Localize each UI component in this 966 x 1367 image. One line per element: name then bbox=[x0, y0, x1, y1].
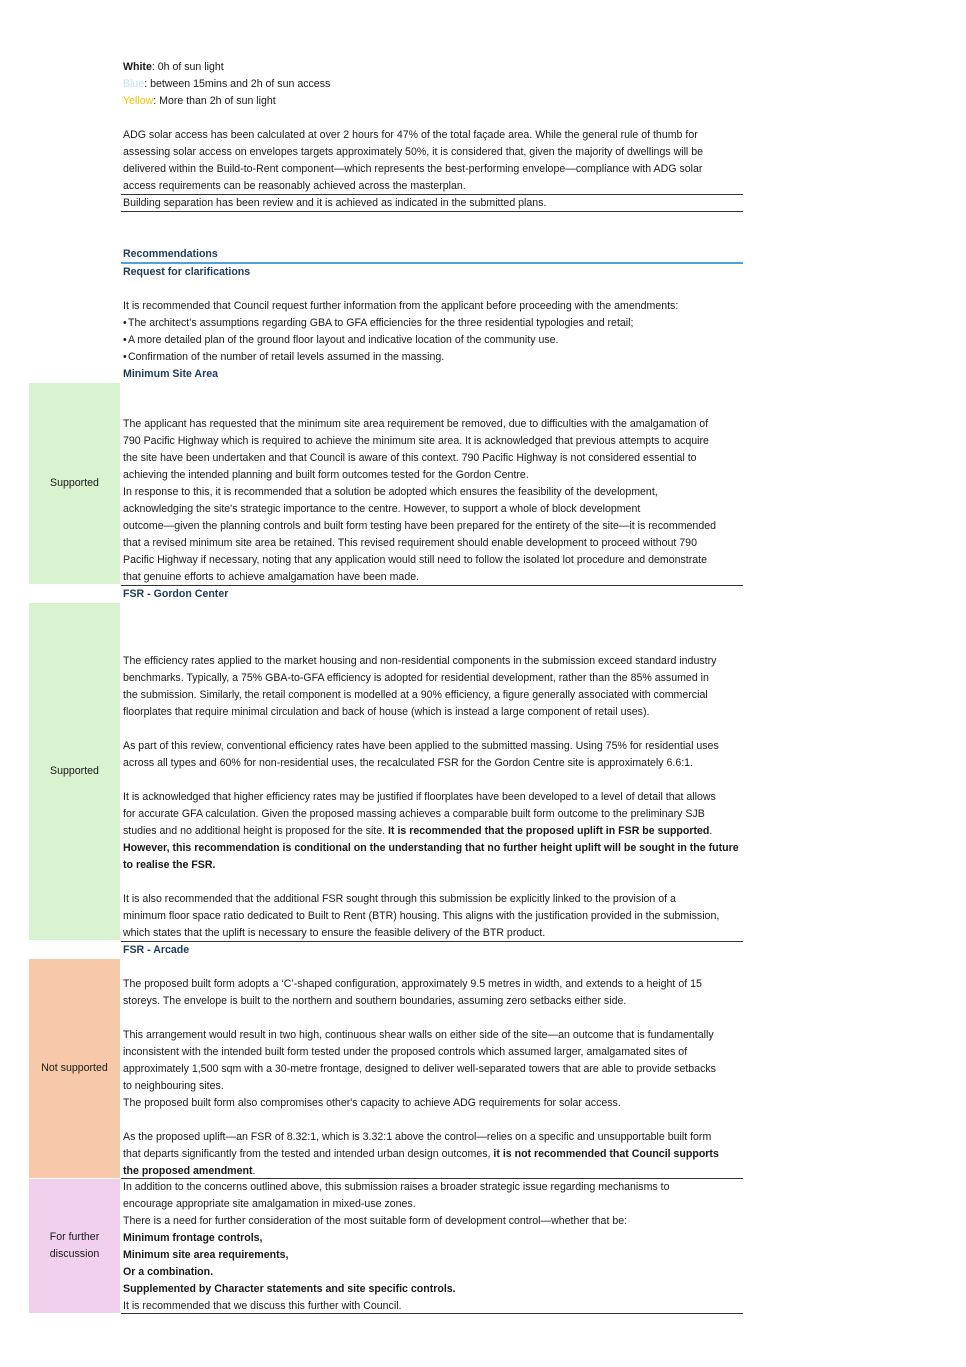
legend-white: White: 0h of sun light bbox=[123, 61, 224, 73]
status-badge: Not supported bbox=[29, 959, 120, 1178]
list-item: • A more detailed plan of the ground floor layout and indicative location of the community use. bbox=[123, 334, 559, 346]
fsr-arcade-paragraph: The proposed built form adopts a ‘C’-shaped configuration, approximately 9.5 metres in width, and extends to a height of 15 storeys. The envelope is built to the northern and southern boundaries, assuming zero setbacks either side. This arrangement would result in two high, continuous shear walls on either side of the site—an outcome that is fundamentally inconsistent with the intended built form tested under the proposed controls which assumed larger, amalgamated sites of approximately 1,500 sqm with a 30-metre frontage, designed to deliver well-separated towers that are able to provide setbacks to neighbouring sites. The proposed built form also compromises other's capacity to achieve ADG requirements for solar access. As the proposed uplift—an FSR of 8.32:1, which is 3.32:1 above the control—relies on a specific and unsupportable built form that departs significantly from the tested and intended urban design outcomes, it is not recommended that Council supports the proposed amendment. bbox=[123, 978, 719, 1177]
divider bbox=[121, 211, 743, 212]
legend-yellow: Yellow: More than 2h of sun light bbox=[123, 95, 276, 107]
status-badge: Supported bbox=[29, 383, 120, 584]
recommendations-heading: Recommendations bbox=[123, 248, 218, 260]
minimum-site-area-paragraph: The applicant has requested that the minimum site area requirement be removed, due to difficulties with the amalgamation of 790 Pacific Highway which is required to achieve the minimum site area. It is acknowledged that previous attempts to acquire the site have been undertaken and that Council is aware of this context. 790 Pacific Highway is not considered essential to achieving the intended planning and built form outcomes tested for the Gordon Centre. In response to this, it is recommended that a solution be adopted which ensures the feasibility of the development, acknowledging the site's strategic importance to the centre. However, to support a whole of block development outcome—given the planning controls and built form testing have been prepared for the entirety of the site—it is recommended that a revised minimum site area be retained. This revised requirement should enable development to proceed without 790 Pacific Highway if necessary, noting that any application would still need to follow the isolated lot procedure and demonstrate that genuine efforts to achieve amalgamation have been made. bbox=[123, 418, 716, 583]
minimum-site-area-heading: Minimum Site Area bbox=[123, 368, 218, 380]
building-separation-text: Building separation has been review and it is achieved as indicated in the submitted plans. bbox=[123, 197, 547, 209]
divider bbox=[121, 1313, 743, 1314]
fsr-gordon-paragraph: The efficiency rates applied to the market housing and non-residential components in the submission exceed standard industry benchmarks. Typically, a 75% GBA-to-GFA efficiency is adopted for residential development, rather than the 85% assumed in the submission. Similarly, the retail component is modelled at a 90% efficiency, a figure generally associated with commercial floorplates that require minimal circulation and back of house (which is instead a large component of retail uses). As part of this review, conventional efficiency rates have been applied to the submitted massing. Using 75% for residential uses across all types and 60% for non-residential uses, the recalculated FSR for the Gordon Centre site is approximately 6.6:1. It is acknowledged that higher efficiency rates may be justified if floorplates have been developed to a level of detail that allows for accurate GFA calculation. Given the proposed massing achieves a comparable built form outcome to the preliminary SJB studies and no additional height is proposed for the site. It is recommended that the proposed uplift in FSR be supported. However, this recommendation is conditional on the understanding that no further height uplift will be sought in the future to realise the FSR. It is also recommended that the additional FSR sought through this submission be explicitly linked to the provision of a minimum floor space ratio dedicated to Built to Rent (BTR) housing. This aligns with the justification provided in the submission, which states that the uplift is necessary to ensure the feasible delivery of the BTR product. bbox=[123, 655, 739, 939]
list-item: • The architect’s assumptions regarding GBA to GFA efficiencies for the three residential typologies and retail; bbox=[123, 317, 634, 329]
clarifications-subheading: Request for clarifications bbox=[123, 266, 251, 278]
clarifications-list: It is recommended that Council request further information from the applicant before proceeding with the amendments: • The architect’s assumptions regarding GBA to GFA efficiencies for the three residential typologies and retail; • A more detailed plan of the ground floor layout and indicative location of the community use. • Confirmation of the number of retail levels assumed in the massing. bbox=[123, 298, 743, 366]
further-discussion-paragraph: In addition to the concerns outlined above, this submission raises a broader strategic issue regarding mechanisms to encourage appropriate site amalgamation in mixed-use zones. There is a need for further consideration of the most suitable form of development control—whether that be: Minimum frontage controls, Minimum site area requirements, Or a combination. Supplemented by Character statements and site specific controls. It is recommended that we discuss this further with Council. bbox=[123, 1181, 670, 1312]
fsr-gordon-heading: FSR - Gordon Center bbox=[123, 588, 229, 600]
status-badge: Supported bbox=[29, 603, 120, 940]
status-badge: For further discussion bbox=[29, 1179, 120, 1313]
divider bbox=[121, 941, 743, 942]
legend-blue: Blue: between 15mins and 2h of sun access bbox=[123, 78, 331, 90]
fsr-arcade-heading: FSR - Arcade bbox=[123, 944, 190, 956]
solar-access-paragraph: ADG solar access has been calculated at over 2 hours for 47% of the total façade area. While the general rule of thumb for assessing solar access on envelopes targets approximately 50%, it is considered that, given the majority of dwellings will be delivered within the Build-to-Rent component—which represents the best-performing envelope—compliance with ADG solar access requirements can be reasonably achieved across the masterplan. bbox=[123, 129, 704, 192]
list-item: • Confirmation of the number of retail levels assumed in the massing. bbox=[123, 351, 445, 363]
